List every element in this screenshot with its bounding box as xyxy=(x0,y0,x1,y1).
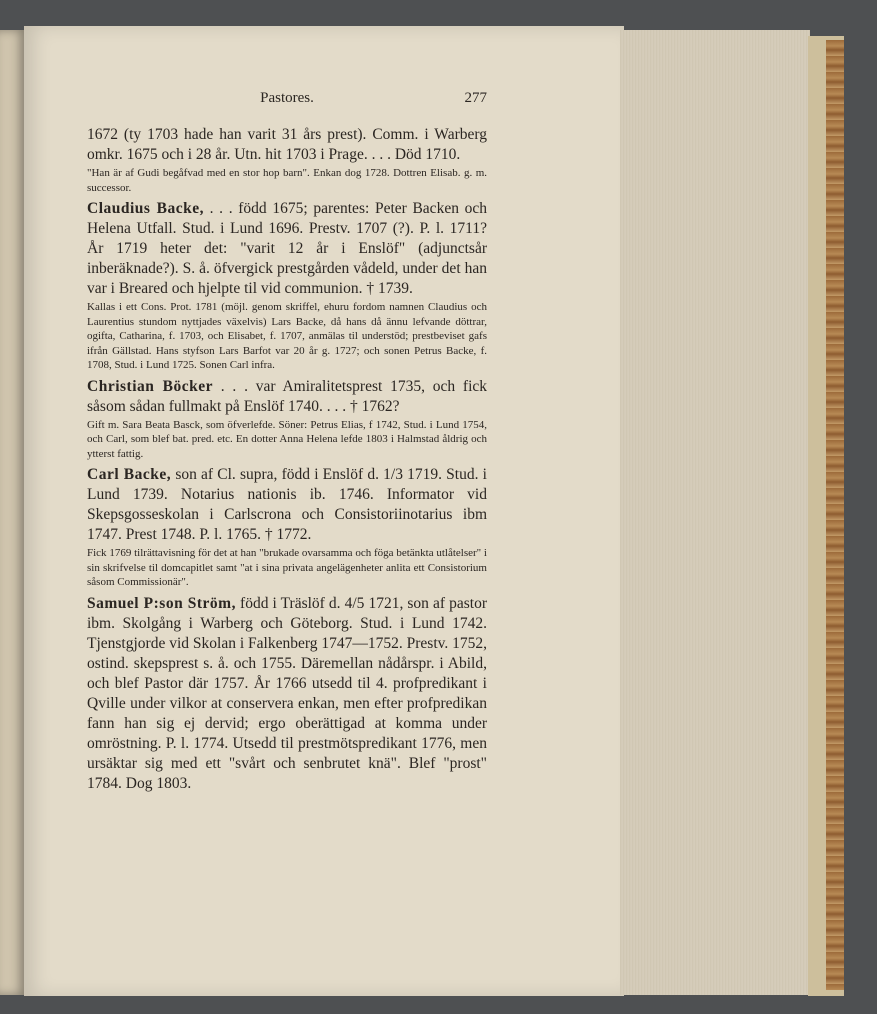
page-edges xyxy=(620,30,810,995)
entry-name: Claudius Backe, xyxy=(87,200,204,217)
entry-text: 1672 (ty 1703 hade han varit 31 års prest). Comm. i Warberg omkr. 1675 och i 28 år. Utn. hit 1703 i Prage. . . . Död 1710. xyxy=(87,126,487,163)
entry-name: Samuel P:son Ström, xyxy=(87,594,236,612)
entry-paragraph xyxy=(87,465,487,545)
marbled-edge xyxy=(826,40,844,990)
entry-note: Gift m. Sara Beata Basck, som öfverlefde. Söner: Petrus Elias, f 1742, Stud. i Lund 1754, och Carl, som blef bat. pred. etc. En dotter Anna Helena lefde 1803 i Halmstad åldrig och ytterst fattig. xyxy=(87,418,487,460)
entry-note: Kallas i ett Cons. Prot. 1781 (möjl. genom skriffel, ehuru fordom namnen Claudius och Laurentius stundom nyttjades växelvis) Lars Backe, då hans då ännu lefvande döttrar, ogifta, Catharina, f. 1703, och Elisabet, f. 1707, anmälas til understöd; prestbeviset gafs ifrån Gällstad. Hans styfson Lars Barfot var 20 år g. 1727; och sonen Petrus Backe, f. 1708, Stud. i Lund 1725. Sonen Carl infra. xyxy=(87,301,487,371)
entry-paragraph xyxy=(87,594,487,794)
entry-text: son af Cl. supra, född i Enslöf d. 1/3 1719. Stud. i Lund 1739. Notarius nationis ib. 1746. Informator vid Skepsgosseskolan i Carlscrona och Consistoriinotarius ibm 1747. Prest 1748. P. l. 1765. † 1772. xyxy=(87,466,487,543)
entry-note: "Han är af Gudi begåfvad med en stor hop barn". Enkan dog 1728. Dottren Elisab. g. m. successor. xyxy=(87,167,487,194)
entry-text: född i Träslöf d. 4/5 1721, son af pastor ibm. Skolgång i Warberg och Göteborg. Stud. i Lund 1742. Tjenstgjorde vid Skolan i Falkenberg 1747—1752. Prestv. 1752, ostind. skepsprest s. å. och 1755. Däremellan nådårspr. i Abild, och blef Pastor där 1757. År 1766 utsedd til 4. profpredikant i Qville under vilkor at conservera enkan, men efter profpredikan fann han sig ej dervid; ergo oberättigad at komma under omröstning. P. l. 1774. Utsedd til prestmötspredikant 1776, men ursäktar sig med ett "svårt och senbrutet knä". Blef "prost" 1784. Dog 1803. xyxy=(87,594,487,792)
entry-paragraph xyxy=(87,377,487,417)
entry-paragraph xyxy=(87,199,487,299)
page-number: 277 xyxy=(464,90,487,106)
entry-name: Christian Böcker xyxy=(87,377,213,395)
running-title: Pastores. xyxy=(260,90,314,106)
entry-name: Carl Backe, xyxy=(87,466,172,483)
left-page-edge xyxy=(0,30,26,995)
entry-text: . . . var Amiralitetsprest 1735, och fick såsom sådan fullmakt på Enslöf 1740. . . . † 1762? xyxy=(87,377,488,415)
entry-note: Fick 1769 tilrättavisning för det at han "brukade ovarsamma och föga betänkta utlåtelser" i sin skrifvelse til domcapitlet samt "at i sina privata angelägenheter anlita ett Consistorium såsom Commissionär". xyxy=(87,547,487,588)
page-body xyxy=(87,125,487,794)
entry-text: . . . född 1675; parentes: Peter Backen och Helena Utfall. Stud. i Lund 1696. Prestv. 1707 (?). P. l. 1711? År 1719 heter det: "varit 12 år i Enslöf" (adjunctsår inberäknade?). S. å. öfvergick prestgården vådeld, under det han var i Breared och hjelpte til vid communion. † 1739. xyxy=(87,200,487,297)
